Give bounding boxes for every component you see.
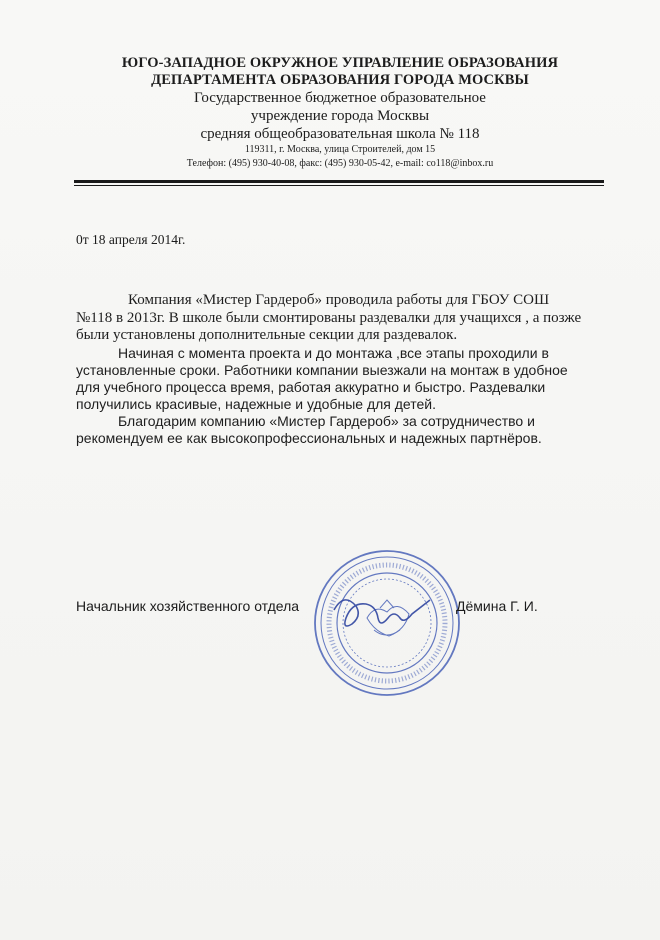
letterhead — [60, 55, 620, 170]
letterhead-school-line-1: Государственное бюджетное образовательное — [194, 90, 486, 106]
signatory-title: Начальник хозяйственного отдела — [76, 598, 300, 614]
body-paragraph-2: Начиная с момента проекта и до монтажа ,все этапы проходили в установленные сроки. Работники компании выезжали на монтаж в удобное для учебного процесса время, работая аккуратно и быстро. Раздевалки получились красивые, надежные и удобные для детей. — [76, 344, 568, 412]
letterhead-authority-line-1: ЮГО-ЗАПАДНОЕ ОКРУЖНОЕ УПРАВЛЕНИЕ ОБРАЗОВАНИЯ — [121, 55, 559, 71]
letterhead-authority-line-2: ДЕПАРТАМЕНТА ОБРАЗОВАНИЯ ГОРОДА МОСКВЫ — [151, 72, 529, 88]
letterhead-school-name: средняя общеобразовательная школа № 118 — [200, 126, 480, 142]
header-rule-thick — [74, 180, 604, 183]
body-paragraph-1: Компания «Мистер Гардероб» проводила работы для ГБОУ СОШ №118 в 2013г. В школе были смонтированы раздевалки для учащихся , а позже были установлены дополнительные секции для раздевалок. — [76, 292, 582, 343]
official-stamp-icon — [312, 548, 462, 698]
letterhead-address: 119311, г. Москва, улица Строителей, дом 15 — [244, 144, 436, 155]
letter-body — [76, 292, 586, 447]
letterhead-contacts: Телефон: (495) 930-40-08, факс: (495) 930-05-42, e-mail: co118@inbox.ru — [186, 158, 494, 169]
body-paragraph-3: Благодарим компанию «Мистер Гардероб» за сотрудничество и рекомендуем ее как высокопрофессиональных и надежных партнёров. — [76, 412, 542, 446]
signatory-name: Дёмина Г. И. — [456, 598, 538, 614]
letterhead-school-line-2: учреждение города Москвы — [250, 108, 430, 124]
letter-date: 0т 18 апреля 2014г. — [76, 232, 186, 247]
header-rule-thin — [74, 185, 604, 186]
